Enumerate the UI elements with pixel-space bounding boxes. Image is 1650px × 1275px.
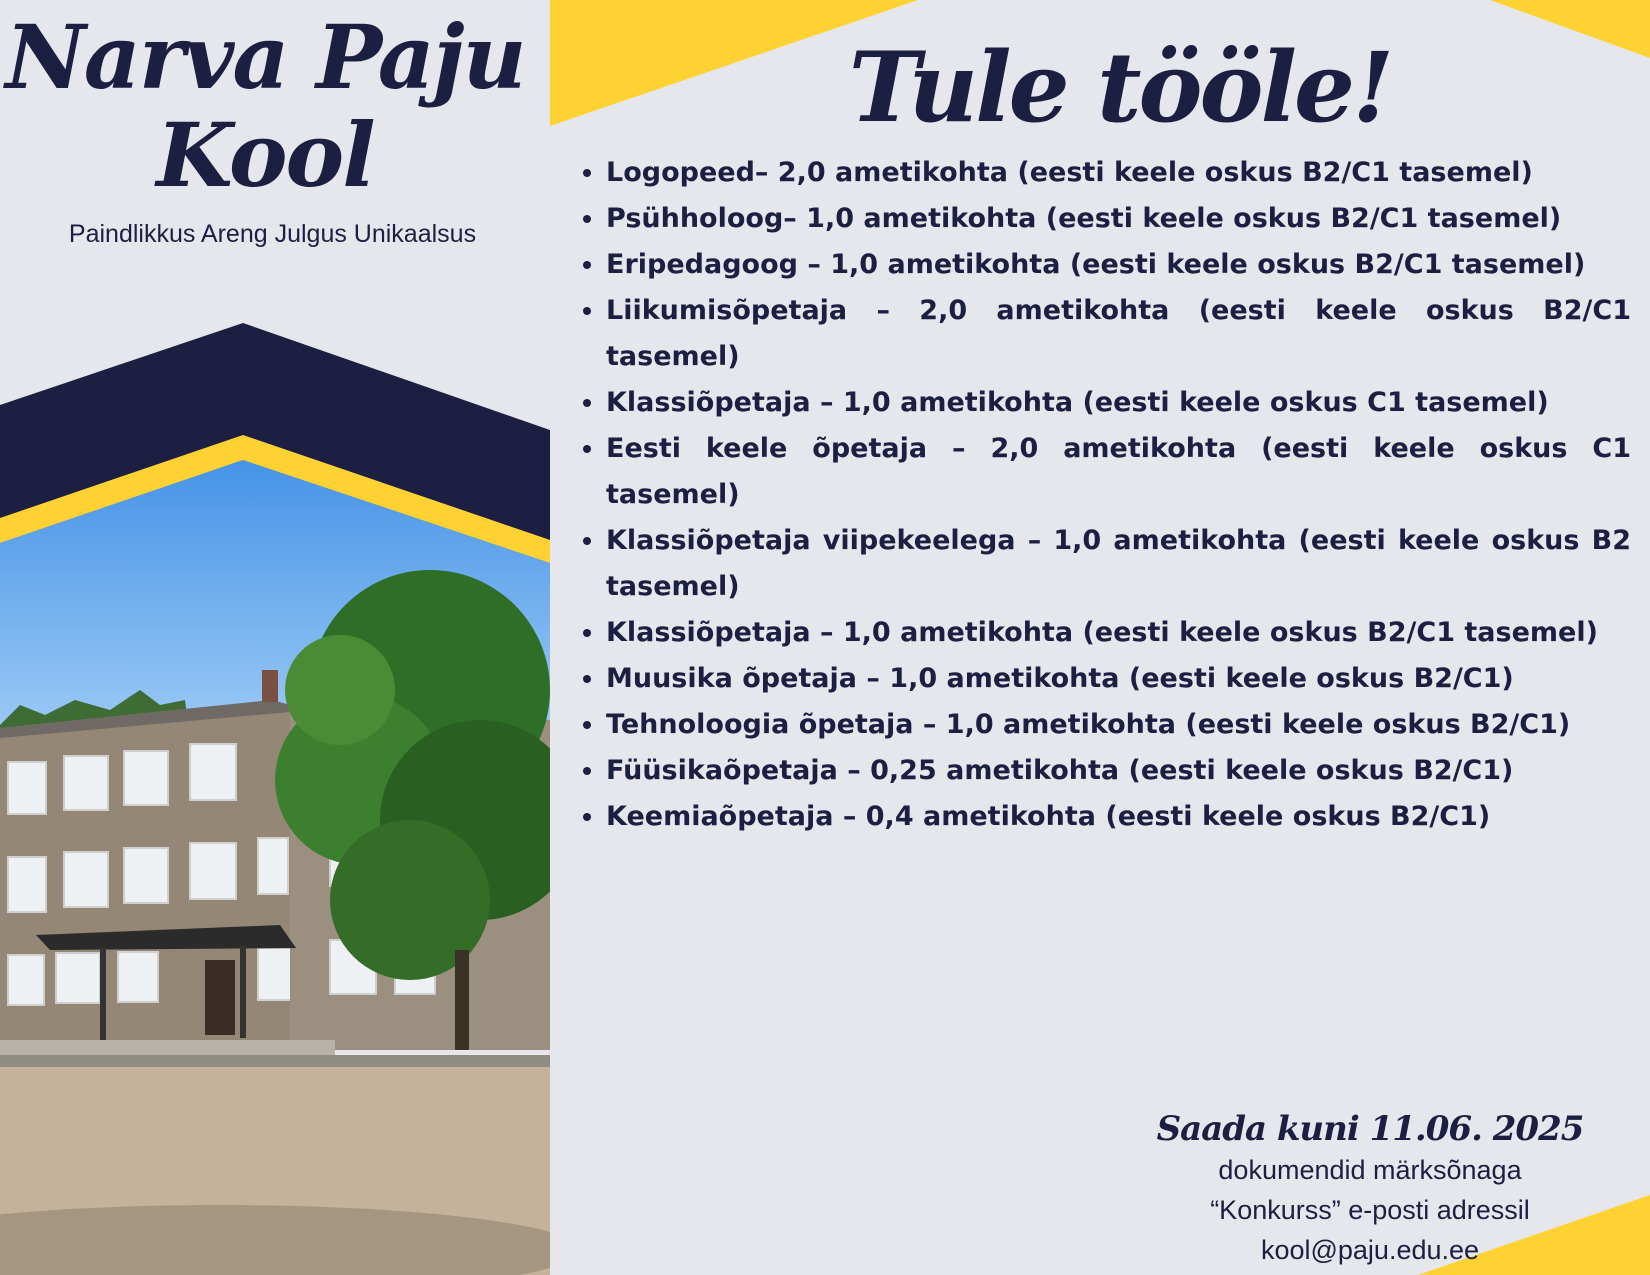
- application-instructions: [1140, 1150, 1600, 1270]
- list-item: • Klassiõpetaja – 1,0 ametikohta (eesti keele oskus B2/C1 tasemel): [606, 610, 1631, 656]
- list-item: • Liikumisõpetaja – 2,0 ametikohta (eesti keele oskus B2/C1 tasemel): [606, 288, 1631, 380]
- school-name: Narva Paju Kool: [5, 5, 525, 207]
- job-positions-list: [580, 150, 1631, 840]
- contact-email[interactable]: kool@paju.edu.ee: [1260, 1235, 1480, 1265]
- school-tagline: Paindlikkus Areng Julgus Unikaalsus: [68, 220, 477, 248]
- list-item: • Logopeed– 2,0 ametikohta (eesti keele oskus B2/C1 tasemel): [606, 150, 1631, 196]
- list-item: • Klassiõpetaja – 1,0 ametikohta (eesti keele oskus C1 tasemel): [606, 380, 1631, 426]
- list-item: • Psühholoog– 1,0 ametikohta (eesti keele oskus B2/C1 tasemel): [606, 196, 1631, 242]
- instruction-line: “Konkurss” e-posti adressil: [1210, 1195, 1530, 1225]
- list-item: • Eripedagoog – 1,0 ametikohta (eesti keele oskus B2/C1 tasemel): [606, 242, 1631, 288]
- list-item: • Füüsikaõpetaja – 0,25 ametikohta (eesti keele oskus B2/C1): [606, 748, 1631, 794]
- instruction-line: dokumendid märksõnaga: [1218, 1155, 1522, 1185]
- list-item: • Klassiõpetaja viipekeelega – 1,0 ametikohta (eesti keele oskus B2 tasemel): [606, 518, 1631, 610]
- list-item: • Tehnoloogia õpetaja – 1,0 ametikohta (eesti keele oskus B2/C1): [606, 702, 1631, 748]
- application-deadline: Saada kuni 11.06. 2025: [1156, 1109, 1584, 1149]
- list-item: • Keemiaõpetaja – 0,4 ametikohta (eesti keele oskus B2/C1): [606, 794, 1631, 840]
- list-item: • Eesti keele õpetaja – 2,0 ametikohta (eesti keele oskus C1 tasemel): [606, 426, 1631, 518]
- left-panel: [0, 0, 550, 1275]
- headline: Tule tööle!: [848, 31, 1392, 144]
- list-item: • Muusika õpetaja – 1,0 ametikohta (eesti keele oskus B2/C1): [606, 656, 1631, 702]
